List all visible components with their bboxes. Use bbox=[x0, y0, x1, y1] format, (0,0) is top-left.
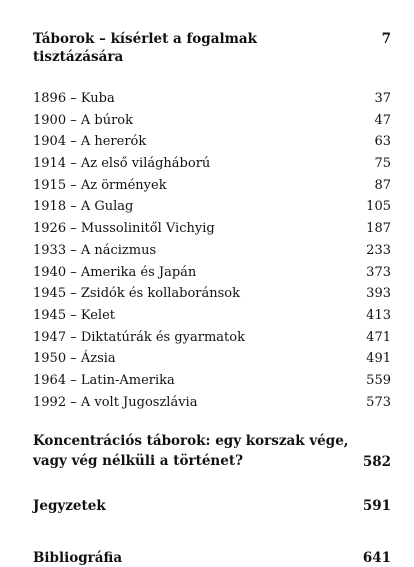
toc-entry-page: 413 bbox=[366, 307, 391, 323]
toc-entry bbox=[33, 153, 391, 175]
toc-conclusion-line-1: Koncentrációs táborok: egy korszak vége, bbox=[33, 433, 349, 450]
toc-entry-page: 559 bbox=[366, 372, 391, 388]
toc-notes-page: 591 bbox=[362, 498, 391, 515]
toc-entry bbox=[33, 370, 391, 392]
toc-heading-page: 7 bbox=[381, 31, 391, 47]
toc-notes-row bbox=[33, 497, 391, 515]
toc-entry-page: 233 bbox=[366, 242, 391, 258]
toc-entry bbox=[33, 110, 391, 132]
toc-entry-title: 1964 – Latin-Amerika bbox=[33, 372, 175, 388]
toc-entry bbox=[33, 218, 391, 240]
toc-entry-title: 1896 – Kuba bbox=[33, 91, 115, 106]
toc-entry bbox=[33, 240, 391, 262]
toc-entry-title: 1945 – Kelet bbox=[33, 307, 115, 323]
toc-entry-title: 1926 – Mussolinitől Vichyig bbox=[33, 221, 215, 237]
toc-entry-title: 1914 – Az első világháború bbox=[33, 156, 211, 172]
toc-heading-row bbox=[33, 30, 391, 66]
toc-entry-page: 373 bbox=[366, 264, 391, 280]
toc-entry-title: 1945 – Zsidók és kollaboránsok bbox=[33, 286, 240, 302]
toc-entry bbox=[33, 327, 391, 349]
toc-entry bbox=[33, 392, 391, 414]
toc-entry bbox=[33, 175, 391, 197]
toc-entries bbox=[33, 88, 391, 413]
toc-entry bbox=[33, 131, 391, 153]
table-of-contents bbox=[33, 30, 391, 567]
toc-bibliography-page: 641 bbox=[362, 550, 391, 567]
toc-entry-page: 187 bbox=[366, 221, 391, 237]
toc-entry-page: 105 bbox=[366, 199, 391, 215]
toc-entry-page: 75 bbox=[374, 156, 391, 172]
toc-entry-title: 1900 – A búrok bbox=[33, 112, 133, 128]
toc-entry bbox=[33, 283, 391, 305]
toc-entry-page: 393 bbox=[366, 286, 391, 302]
toc-entry-title: 1940 – Amerika és Japán bbox=[33, 264, 197, 280]
toc-entry-page: 87 bbox=[374, 177, 391, 193]
toc-entry-page: 63 bbox=[374, 134, 391, 150]
toc-conclusion-page: 582 bbox=[362, 454, 391, 471]
toc-entry bbox=[33, 305, 391, 327]
toc-bibliography-row bbox=[33, 549, 391, 567]
toc-entry-title: 1933 – A nácizmus bbox=[33, 242, 157, 258]
toc-entry-page: 47 bbox=[374, 112, 391, 128]
toc-entry bbox=[33, 196, 391, 218]
toc-entry-title: 1915 – Az örmények bbox=[33, 177, 167, 193]
toc-entry-title: 1947 – Diktatúrák és gyarmatok bbox=[33, 329, 245, 345]
toc-entry bbox=[33, 348, 391, 370]
toc-entry-title: 1918 – A Gulag bbox=[33, 199, 134, 215]
toc-entry-page: 37 bbox=[374, 91, 391, 106]
toc-entry-title: 1992 – A volt Jugoszlávia bbox=[33, 394, 198, 410]
toc-conclusion-title bbox=[33, 431, 348, 471]
toc-entry-title: 1950 – Ázsia bbox=[33, 351, 116, 367]
toc-entry bbox=[33, 88, 391, 110]
toc-conclusion-line-2: vagy vég nélküli a történet? bbox=[33, 453, 243, 470]
toc-entry-page: 471 bbox=[366, 329, 391, 345]
toc-entry bbox=[33, 262, 391, 284]
toc-bibliography-title: Bibliográfia bbox=[33, 550, 123, 567]
toc-conclusion-row bbox=[33, 431, 391, 471]
toc-entry-title: 1904 – A hererók bbox=[33, 134, 147, 150]
toc-entry-page: 491 bbox=[366, 351, 391, 367]
toc-notes-title: Jegyzetek bbox=[33, 498, 106, 515]
toc-entry-page: 573 bbox=[366, 394, 391, 410]
toc-heading-title: Táborok – kísérlet a fogalmak tisztázására bbox=[33, 31, 257, 65]
